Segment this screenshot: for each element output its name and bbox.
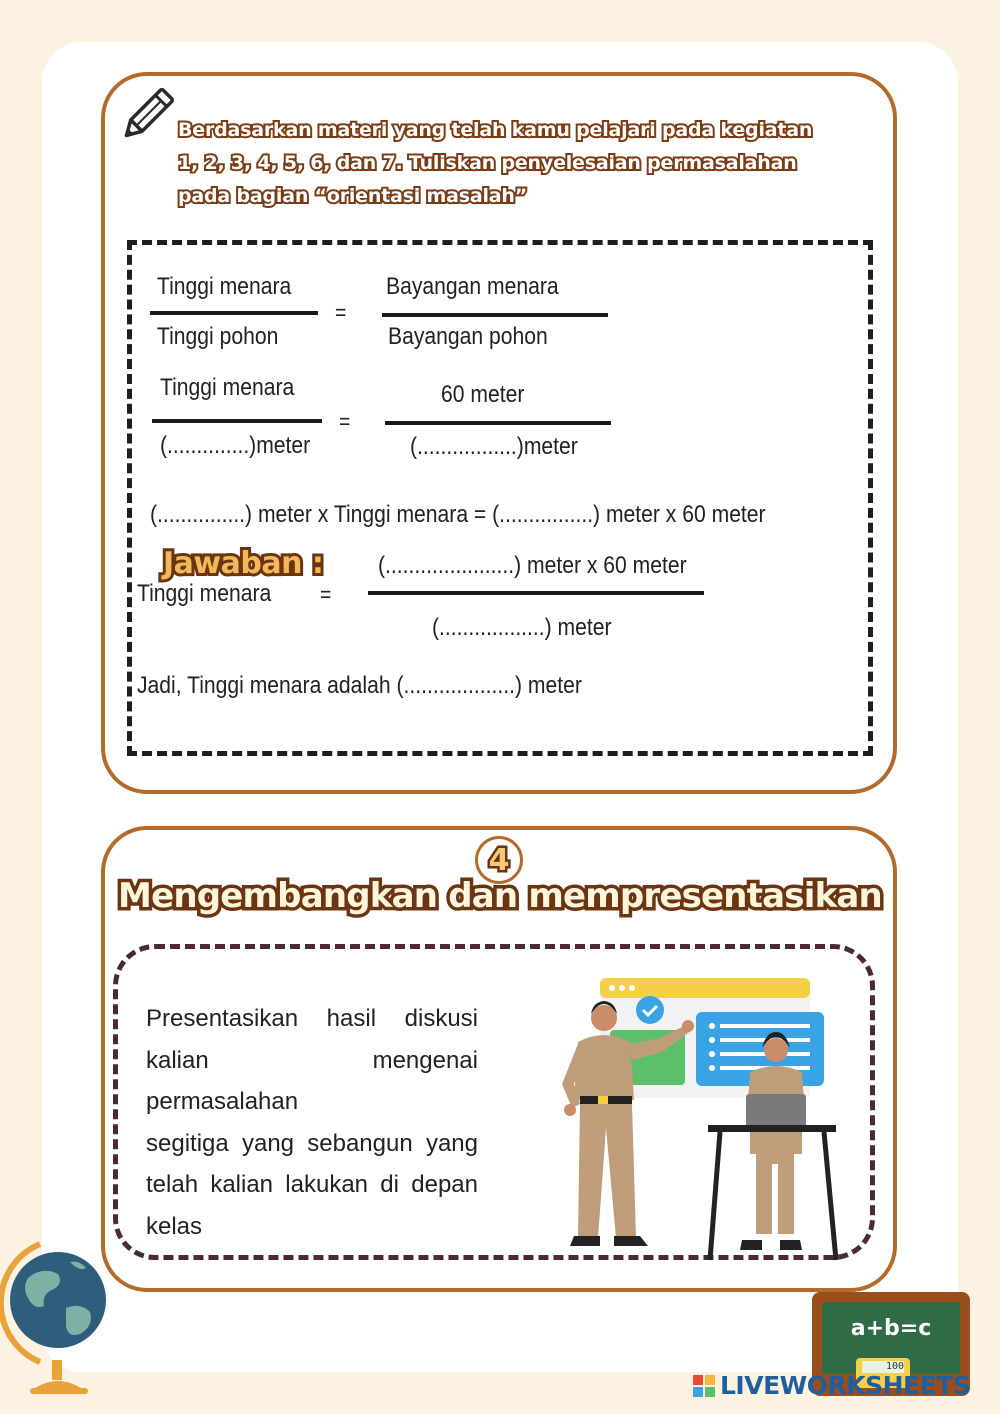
answer-denominator-blank[interactable]: (..................) meter (432, 614, 612, 641)
presentation-illustration (550, 970, 850, 1270)
liveworksheets-logo-icon (692, 1374, 716, 1398)
liveworksheets-logo (692, 1371, 970, 1400)
fraction-3-denominator-blank[interactable]: (..............)meter (160, 432, 311, 459)
pencil-icon (116, 84, 178, 146)
step-number: 4 (488, 842, 510, 878)
answer-fraction-bar (368, 591, 704, 595)
fraction-1-denominator: Tinggi pohon (157, 323, 279, 350)
equals-sign: = (320, 582, 332, 607)
equals-sign: = (339, 409, 351, 434)
fraction-4-denominator-blank[interactable]: (.................)meter (410, 433, 578, 460)
fraction-1-bar (150, 311, 318, 315)
cross-multiplication-line[interactable]: (...............) meter x Tinggi menara = (................) meter x 60 meter (150, 501, 766, 528)
fraction-2-denominator: Bayangan pohon (388, 323, 548, 350)
fraction-4-numerator: 60 meter (441, 381, 525, 408)
jawaban-label: Jawaban : (163, 546, 324, 581)
fraction-2-bar (382, 313, 608, 317)
answer-lhs: Tinggi menara (137, 580, 272, 607)
fraction-3-bar (152, 419, 322, 423)
conclusion-line[interactable]: Jadi, Tinggi menara adalah (...................) meter (137, 672, 582, 699)
para-line-5: kelas (146, 1212, 203, 1240)
instruction-line-1: Berdasarkan materi yang telah kamu pelajari pada kegiatan (178, 119, 813, 141)
equals-sign: = (335, 300, 347, 325)
fraction-2-numerator: Bayangan menara (386, 273, 559, 300)
fraction-4-bar (385, 421, 611, 425)
fraction-1-numerator: Tinggi menara (157, 273, 292, 300)
section-title: Mengembangkan dan mempresentasikan (118, 876, 882, 916)
globe-icon (0, 1238, 112, 1400)
chalkboard-text: a+b=c (850, 1316, 932, 1341)
para-line-4: telah kalian lakukan di depan (146, 1171, 478, 1198)
para-line-1: Presentasikan hasil diskusi (146, 1005, 478, 1032)
para-line-3: segitiga yang sebangun yang (146, 1129, 478, 1157)
instruction-text (178, 114, 878, 213)
presentation-instruction (146, 998, 478, 1247)
brand-name: LIVEWORKSHEETS (720, 1371, 971, 1400)
calculator-display: 100 (862, 1361, 904, 1373)
instruction-line-2: 1, 2, 3, 4, 5, 6, dan 7. Tuliskan penyelesaian permasalahan (178, 152, 797, 174)
instruction-line-3: pada bagian “orientasi masalah” (178, 185, 528, 207)
answer-numerator[interactable]: (......................) meter x 60 meter (378, 552, 687, 579)
fraction-3-numerator: Tinggi menara (160, 374, 295, 401)
para-line-2: kalian mengenai permasalahan (146, 1046, 478, 1115)
